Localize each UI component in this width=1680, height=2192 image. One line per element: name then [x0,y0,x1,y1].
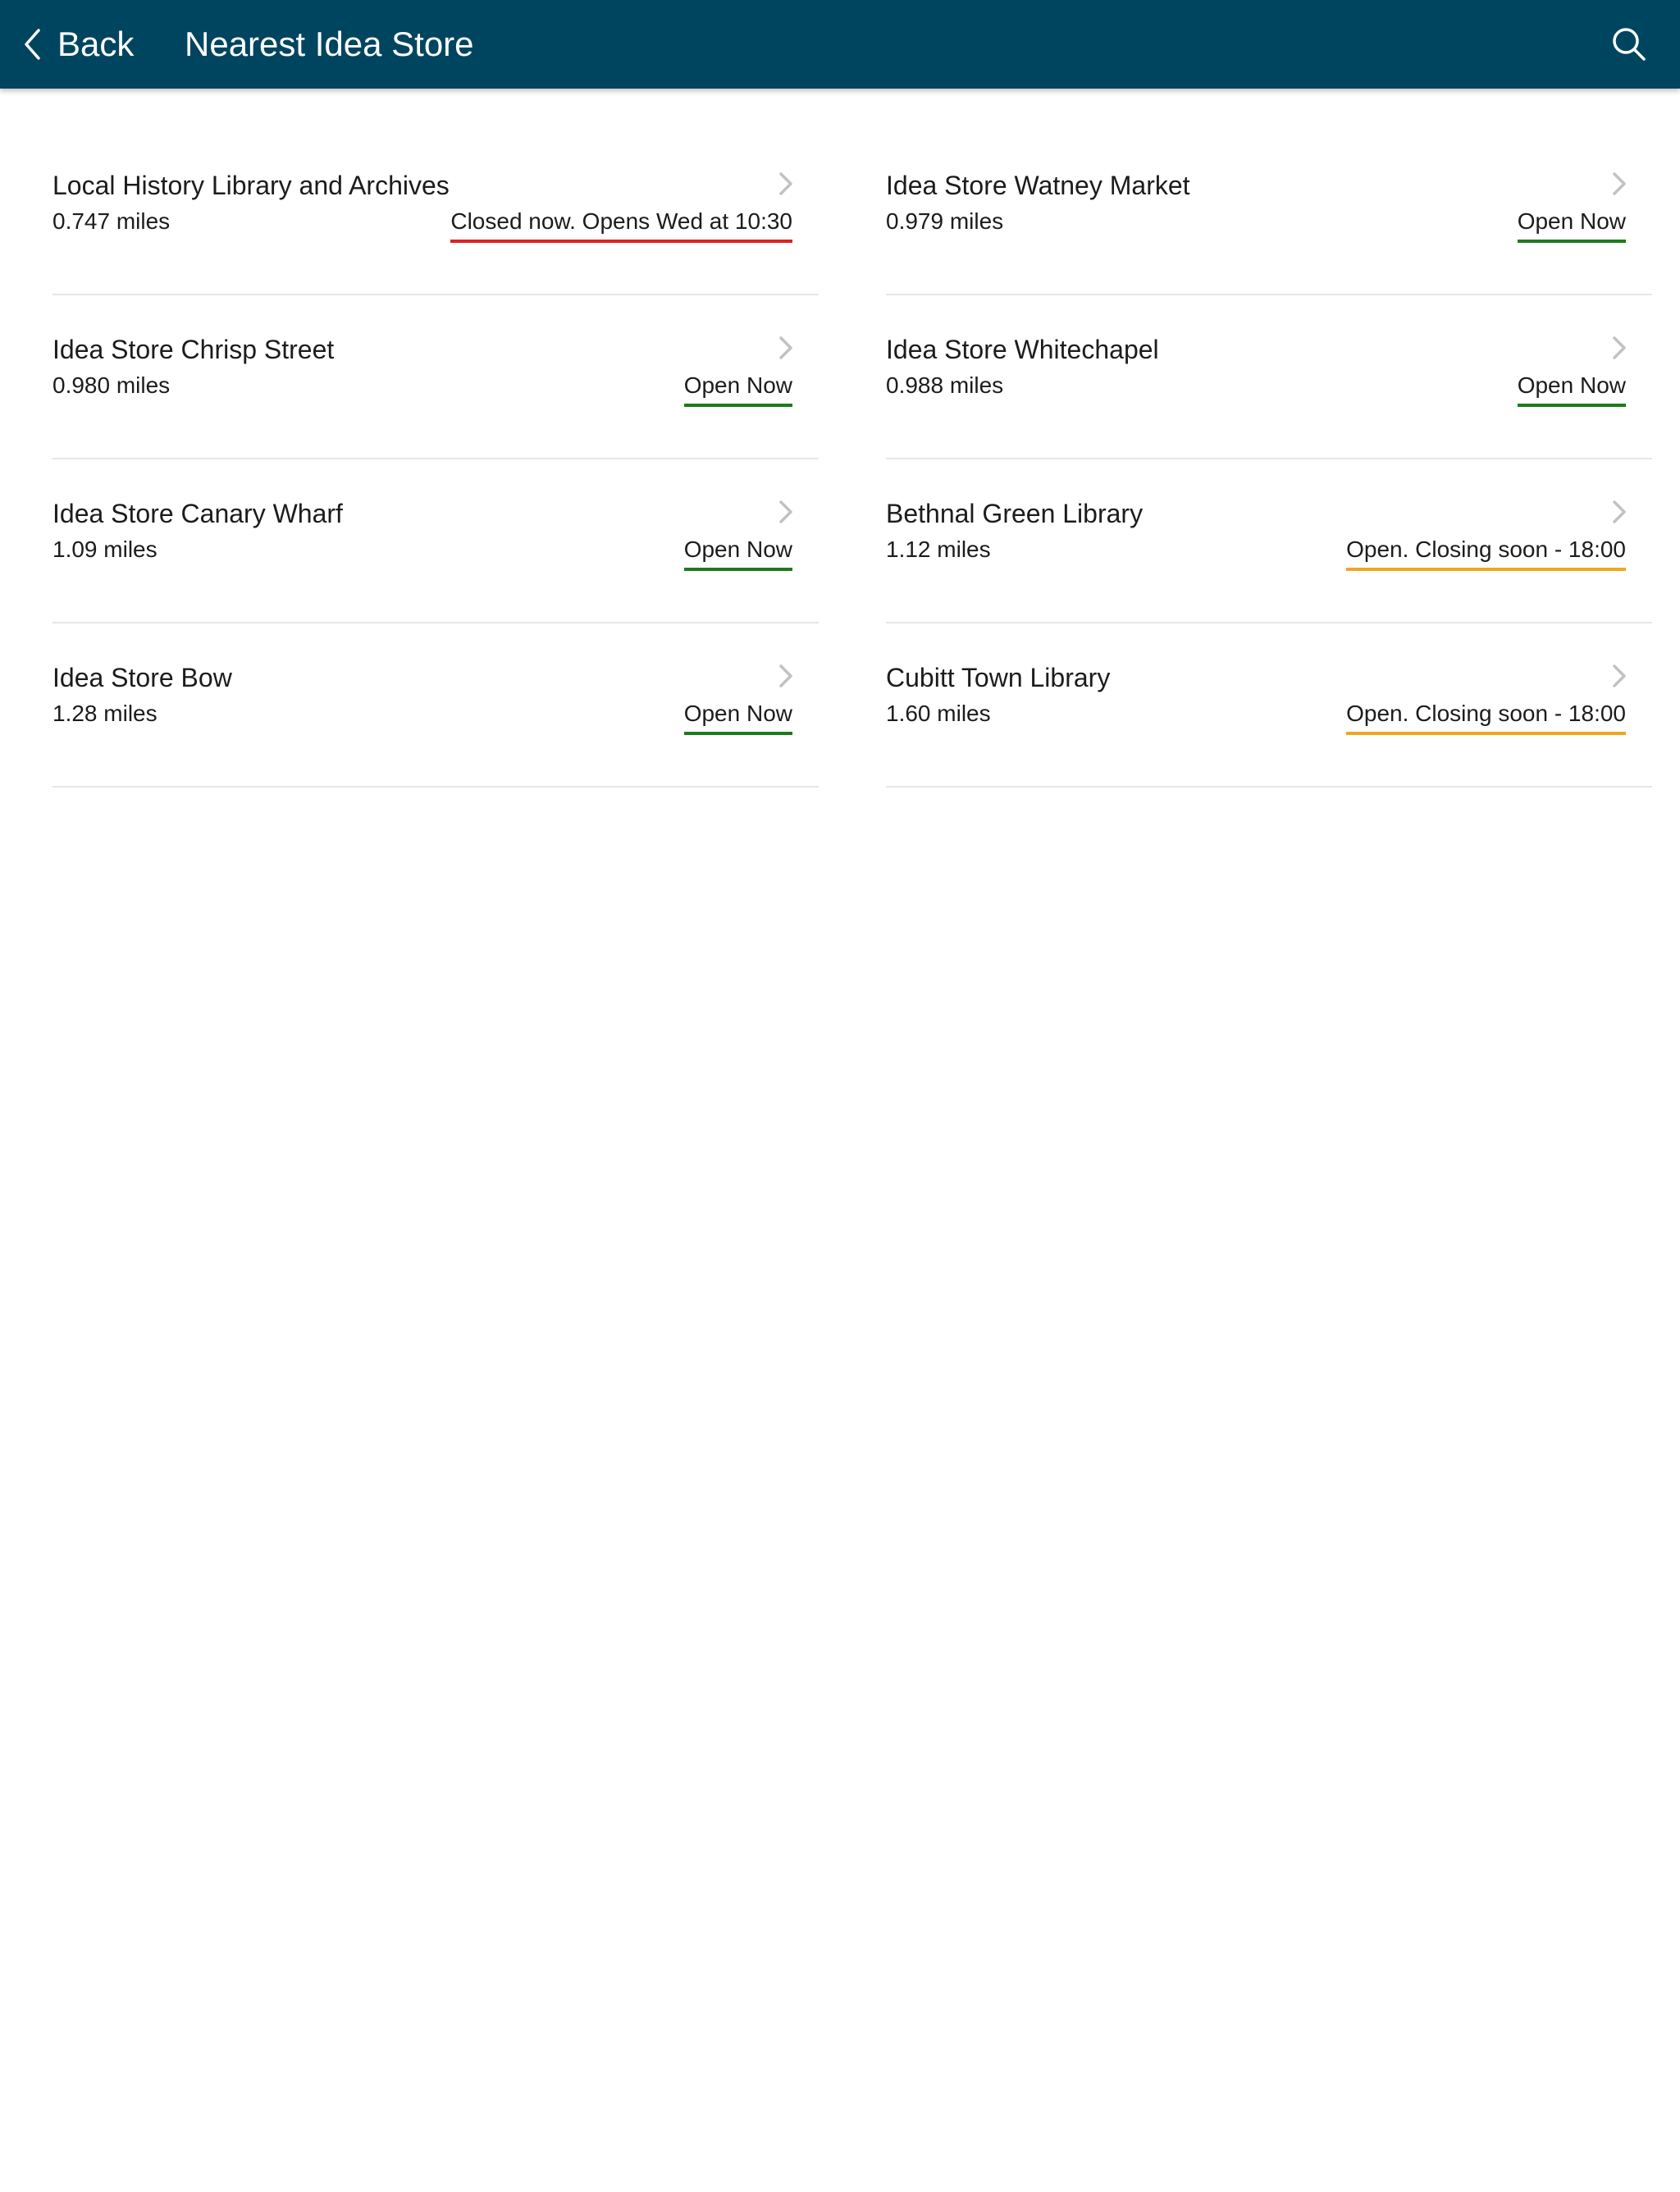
store-name: Bethnal Green Library [886,499,1144,528]
store-name: Idea Store Chrisp Street [52,335,335,364]
store-distance: 1.12 miles [886,537,991,562]
store-list [52,131,1652,788]
chevron-left-icon [23,28,41,61]
store-distance: 0.980 miles [52,372,171,398]
chevron-right-icon [776,335,796,361]
store-name: Idea Store Canary Wharf [52,499,343,528]
store-row[interactable] [886,131,1652,295]
status-badge: Open Now [684,699,792,735]
chevron-right-icon [1609,663,1629,689]
chevron-right-icon [776,171,796,197]
store-name: Idea Store Watney Market [886,171,1190,200]
status-badge: Open Now [684,535,792,571]
store-row[interactable] [886,459,1652,623]
store-distance: 1.60 miles [886,701,991,726]
chevron-right-icon [1609,499,1629,525]
chevron-right-icon [1609,335,1629,361]
status-badge: Open. Closing soon - 18:00 [1346,535,1626,571]
store-distance: 0.979 miles [886,208,1004,234]
store-name: Idea Store Bow [52,663,232,692]
store-distance: 1.09 miles [52,537,158,562]
status-badge: Open. Closing soon - 18:00 [1346,699,1626,735]
status-badge: Open Now [1518,371,1626,407]
search-icon [1611,26,1647,62]
store-distance: 1.28 miles [52,701,158,726]
chevron-right-icon [776,663,796,689]
chevron-right-icon [776,499,796,525]
back-label: Back [57,25,135,63]
store-row[interactable] [886,295,1652,459]
store-row[interactable] [52,623,819,788]
status-badge: Open Now [684,371,792,407]
row-divider [886,786,1652,788]
store-row[interactable] [52,295,819,459]
store-name: Cubitt Town Library [886,663,1111,692]
row-divider [52,786,819,788]
page-title: Nearest Idea Store [185,25,474,63]
status-badge: Closed now. Opens Wed at 10:30 [450,207,792,243]
chevron-right-icon [1609,171,1629,197]
navigation-bar [0,0,1680,89]
status-badge: Open Now [1518,207,1626,243]
store-distance: 0.988 miles [886,372,1004,398]
store-distance: 0.747 miles [52,208,171,234]
store-row[interactable] [886,623,1652,788]
store-name: Local History Library and Archives [52,171,450,200]
back-button[interactable] [23,0,134,89]
store-row[interactable] [52,131,819,295]
search-button[interactable] [1605,0,1654,89]
store-name: Idea Store Whitechapel [886,335,1159,364]
store-row[interactable] [52,459,819,623]
